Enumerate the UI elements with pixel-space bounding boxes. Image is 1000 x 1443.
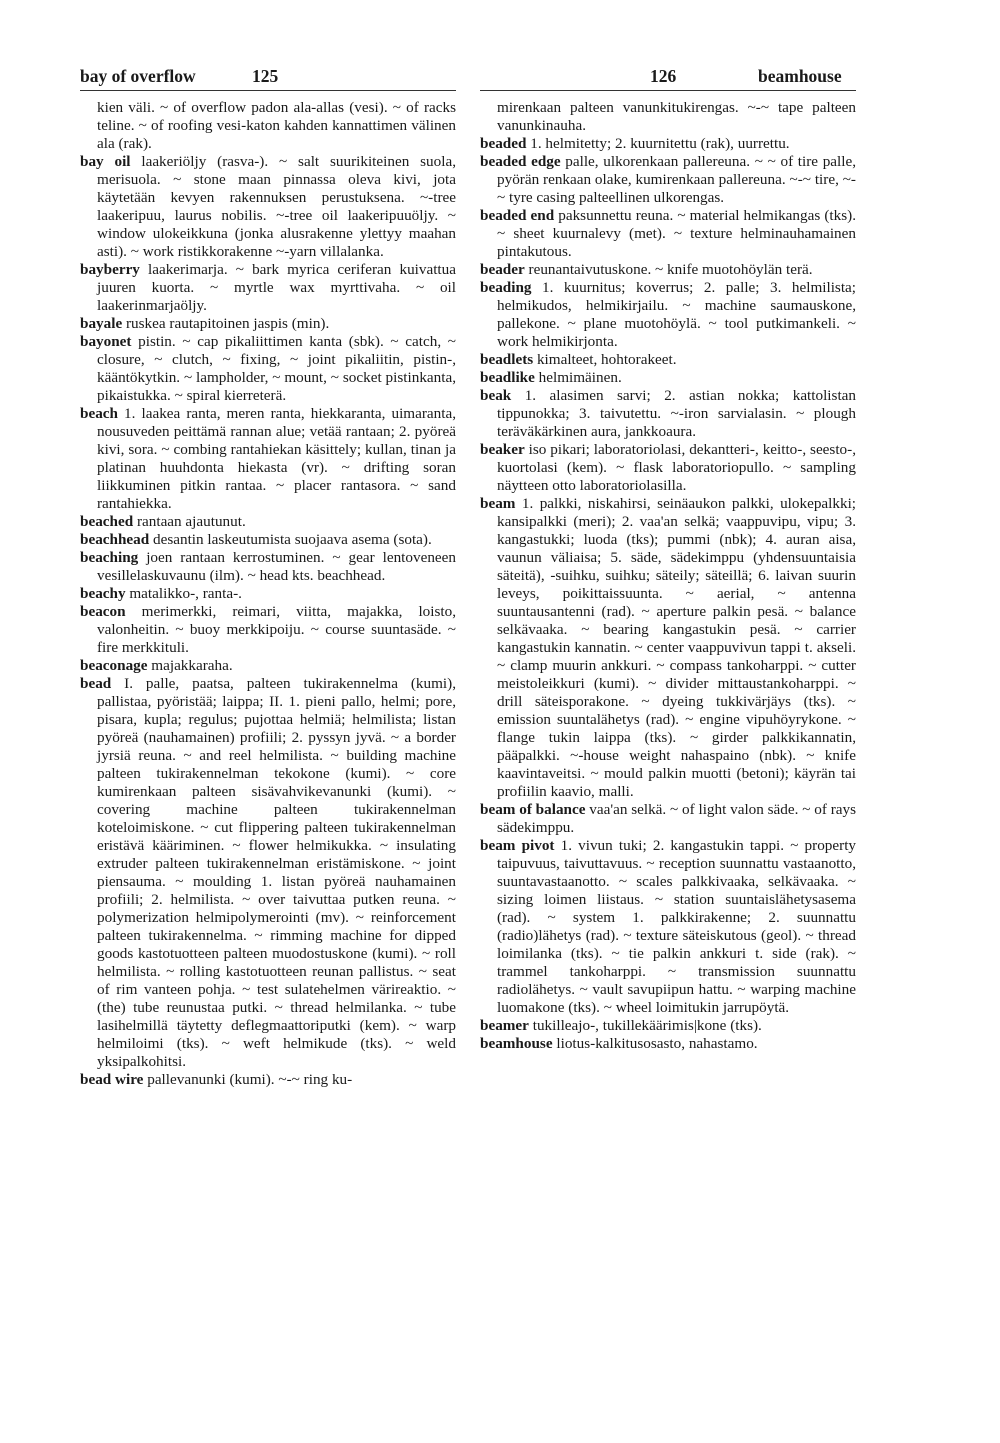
entry-definition: pallevanunki (kumi). ~-~ ring ku-	[147, 1071, 353, 1088]
entry-headword: beacon	[80, 603, 126, 620]
entry-definition: 1. vivun tuki; 2. kangastukin tappi. ~ property taipuvuus, taivuttavuus. ~ reception suunnattu vastaanotto, suuntavastaanotto. ~ scales palkkivaaka, selkävaaka. ~ sizing loimen liistaus. ~ station suuntaislähetysasema (rad). ~ system 1. palkkirakenne; 2. suunnattu (radio)lähetys (rad). ~ texture säteiskutous (geol). ~ thread loimilanka (tks). ~ tie palkin ankkuri t. side (rak). ~ trammel tankoharppi. ~ transmission suunnattu radiolähetys. ~ vault savupiipun hattu. ~ warping machine luomakone (tks). ~ wheel loimitukin jarrupöytä.	[497, 837, 857, 1016]
entry-definition: vaa'an selkä. ~ of light valon säde. ~ of rays sädekimppu.	[497, 801, 856, 836]
dictionary-entry	[80, 315, 456, 333]
dictionary-entry	[480, 495, 856, 801]
entry-headword: beach	[80, 405, 118, 422]
right-header-rule	[480, 90, 856, 91]
entry-definition: rantaan ajautunut.	[136, 513, 246, 530]
entry-headword: beak	[480, 387, 512, 404]
dictionary-entry	[80, 657, 456, 675]
entry-definition: 1. palkki, niskahirsi, seinäaukon palkki, ulokepalkki; kansipalkki (meri); 2. vaa'an selkä; vaappuvipu, vipu; 3. kangastukki; luoda (tks); pummi (nbk); 4. auran aisa, vaunun väliaisa; 5. säde, sädekimppu (yhdensuuntaisia säteitä), -suihku, suihku; säteily; säteillä; 6. laivan suurin leveys, poikittaissuunta. ~ aerial, ~ antenna suuntausantenni (rad). ~ aperture palkin pesä. ~ balance selkävaaka. ~ bearing kangastukin pesä. ~ carrier kangastukin kannatin. ~ center vaappuvivun tappi t. akseli. ~ clamp muurin ankkuri. ~ compass tankoharppi. ~ cutter meistoleikkuri (kumi). ~ divider mittaustankoharppi. ~ drill säteisporakone. ~ dyeing tukkivärjäys (tks). ~ emission suuntalähetys (rad). ~ engine vipuhöyrykone. ~ flange tukin laippa (tks). ~ girder palkkikannatin, pääpalkki. ~-house weight nahaspaino (nbk). ~ knife kaavintaveitsi. ~ mould palkin muotti (betoni); käyrän tai profiilin kaavio, malli.	[497, 495, 857, 800]
dictionary-entry	[480, 135, 856, 153]
entry-definition: mirenkaan palteen vanunkitukirengas. ~-~ tape palteen vanunkinauha.	[497, 99, 856, 134]
entry-headword: beaded	[480, 135, 527, 152]
dictionary-entry	[480, 99, 856, 135]
dictionary-entry	[480, 207, 856, 261]
right-column	[480, 99, 856, 1053]
dictionary-entry	[480, 351, 856, 369]
entry-headword: beadlike	[480, 369, 535, 386]
entry-definition: matalikko-, ranta-.	[129, 585, 242, 602]
entry-definition: 1. kuurnitus; koverrus; 2. palle; 3. helmilista; helmikudos, helmikirjailu. ~ machine saumauskone, pallekone. ~ plane muotohöylä. ~ tool putkimankeli. ~ work helmikirjonta.	[497, 279, 857, 350]
dictionary-entry	[480, 1017, 856, 1035]
entry-headword: beam pivot	[480, 837, 555, 854]
entry-headword: beamer	[480, 1017, 529, 1034]
dictionary-entry	[480, 1035, 856, 1053]
entry-headword: bayale	[80, 315, 123, 332]
entry-definition: paksunnettu reuna. ~ material helmikangas (tks). ~ sheet kuurnalevy (met). ~ texture helminauhamainen pintakutous.	[497, 207, 856, 260]
dictionary-entry	[80, 585, 456, 603]
right-page-number: 126	[650, 66, 677, 86]
dictionary-entry	[80, 513, 456, 531]
entry-headword: beadlets	[480, 351, 534, 368]
entry-headword: beading	[480, 279, 532, 296]
entry-headword: bay oil	[80, 153, 131, 170]
entry-headword: beachhead	[80, 531, 150, 548]
entry-definition: pistin. ~ cap pikaliittimen kanta (sbk). ~ catch, ~ closure, ~ clutch, ~ fixing, ~ joint pikaliitin, pistin-, kääntökytkin. ~ lampholder, ~ mount, ~ socket pistinkanta, pikaistukka. ~ spiral kierreterä.	[97, 333, 457, 404]
dictionary-entry	[480, 837, 856, 1017]
dictionary-entry	[480, 153, 856, 207]
entry-definition: 1. laakea ranta, meren ranta, hiekkaranta, uimaranta, nousuveden peittämä rannan alue; vetää rantaan; 2. pyöreä kivi, sora. ~ combing rantahiekan käsittely; kullan, tinan ja platinan huuhdonta hiekasta (vr). ~ drifting soran liikkuminen pitkin rantaa. ~ placer rantasora. ~ sand rantahiekka.	[97, 405, 456, 512]
dictionary-entry	[480, 801, 856, 837]
entry-definition: laakeriöljy (rasva-). ~ salt suurikiteinen suola, merisuola. ~ stone maan pinnassa oleva kivi, jota käytetään kevyen rakennuksen perustuksena. ~-tree laakeripuu, laurus nobilis. ~-tree oil laakeripuuöljy. ~ window ulokeikkuna (jonka alusrakenne ylettyy maahan asti). ~ work ristikkorakenne ~-yarn villalanka.	[97, 153, 456, 260]
entry-definition: liotus-kalkitusosasto, nahastamo.	[556, 1035, 758, 1052]
left-page-number: 125	[252, 66, 279, 86]
entry-definition: reunantaivutuskone. ~ knife muotohöylän terä.	[528, 261, 813, 278]
entry-headword: bead	[80, 675, 112, 692]
dictionary-entry	[80, 153, 456, 261]
entry-definition: iso pikari; laboratoriolasi, dekantteri-, keitto-, seesto-, kuortolasi (kem). ~ flask laboratoriopullo. ~ sampling näytteen otto laboratoriolasilla.	[497, 441, 857, 494]
entry-definition: tukilleajo-, tukillekäärimis|kone (tks).	[532, 1017, 762, 1034]
left-column	[80, 99, 456, 1089]
entry-headword: beader	[480, 261, 525, 278]
dictionary-entry	[80, 675, 456, 1071]
entry-definition: laakerimarja. ~ bark myrica ceriferan kuivattua juuren kuorta. ~ myrtle wax myrttivaha. ~ oil laakerinmarjaöljy.	[97, 261, 456, 314]
entry-headword: bayberry	[80, 261, 140, 278]
entry-definition: majakkaraha.	[151, 657, 233, 674]
left-running-headword: bay of overflow	[80, 66, 196, 86]
entry-headword: beamhouse	[480, 1035, 553, 1052]
entry-headword: beaker	[480, 441, 525, 458]
dictionary-entry	[80, 261, 456, 315]
dictionary-entry	[480, 369, 856, 387]
entry-definition: desantin laskeutumista suojaava asema (sota).	[153, 531, 432, 548]
entry-headword: beached	[80, 513, 134, 530]
entry-headword: beaching	[80, 549, 139, 566]
entry-headword: beaconage	[80, 657, 148, 674]
dictionary-entry	[80, 603, 456, 657]
entry-definition: helmimäinen.	[538, 369, 622, 386]
entry-headword: beam	[480, 495, 516, 512]
entry-headword: bayonet	[80, 333, 132, 350]
dictionary-entry	[80, 99, 456, 153]
entry-definition: kimalteet, hohtorakeet.	[536, 351, 677, 368]
dictionary-entry	[480, 261, 856, 279]
entry-definition: merimerkki, reimari, viitta, majakka, loisto, valonheitin. ~ buoy merkkipoiju. ~ course suuntasäde. ~ fire merkkituli.	[97, 603, 457, 656]
entry-definition: 1. alasimen sarvi; 2. astian nokka; kattolistan tippunokka; 3. taivutettu. ~-iron sarvialasin. ~ plough teräväkärkinen aura, jankkoaura.	[497, 387, 856, 440]
entry-headword: beachy	[80, 585, 126, 602]
dictionary-entry	[80, 333, 456, 405]
entry-headword: beaded edge	[480, 153, 561, 170]
entry-headword: bead wire	[80, 1071, 144, 1088]
dictionary-entry	[80, 531, 456, 549]
entry-definition: I. palle, paatsa, palteen tukirakennelma (kumi), pallistaa, pyöristää; laippa; II. 1. pieni pallo, helmi; pore, pisara, kupla; regulus; pujottaa helmiä; helmilista; listan pyöreä (nauhamainen) profiili; 2. pyssyn jyvä. ~ a border jyrsiä reuna. ~ and reel helmilista. ~ building machine palteen tukirakennelman tekokone (kumi). ~ core kumirenkaan palteen sisävahvikevanunki (kumi). ~ covering machine palteen tukirakennelman koteloimiskone. ~ cut flippering palteen tukirakennelman eristävä kääriminen. ~ flower helmikukka. ~ insulating extruder palteen tukirakennelman eristämiskone. ~ joint piensauma. ~ moulding 1. listan pyöreä nauhamainen profiili; 2. helmilista. ~ over taivuttaa putken reuna. ~ polymerization helmipolymerointi (mv). ~ reinforcement palteen tukirakennelma. ~ rimming machine for dipped goods kastotuotteen palteen muodostuskone (kumi). ~ roll helmilista. ~ rolling kastotuotteen reunan pallistus. ~ seat of rim vanteen pohja. ~ test sulatehelmen värireaktio. ~ (the) tube reunustaa putki. ~ thread helmilanka. ~ tube lasihelmillä täytetty deflegmaattoriputki (kem). ~ warp helmiloimi (tks). ~ weft helmikude (tks). ~ weld yksipalkohitsi.	[97, 675, 456, 1070]
dictionary-entry	[480, 441, 856, 495]
entry-headword: beam of balance	[480, 801, 586, 818]
entry-definition: 1. helmitetty; 2. kuurnitettu (rak), uurrettu.	[530, 135, 790, 152]
dictionary-entry	[80, 549, 456, 585]
entry-definition: kien väli. ~ of overflow padon ala-allas (vesi). ~ of racks teline. ~ of roofing vesi-katon kahden kannattimen välinen ala (rak).	[97, 99, 456, 152]
right-running-headword: beamhouse	[758, 66, 842, 86]
dictionary-entry	[80, 1071, 456, 1089]
entry-definition: ruskea rautapitoinen jaspis (min).	[126, 315, 330, 332]
dictionary-entry	[80, 405, 456, 513]
dictionary-entry	[480, 279, 856, 351]
entry-headword: beaded end	[480, 207, 555, 224]
entry-definition: joen rantaan kerrostuminen. ~ gear lentoveneen vesillelaskuvaunu (ilm). ~ head kts. beachhead.	[97, 549, 456, 584]
dictionary-entry	[480, 387, 856, 441]
entry-definition: palle, ulkorenkaan pallereuna. ~ ~ of tire palle, pyörän renkaan olake, kumirenkaan pallereuna. ~-~ tire, ~-~ tyre casing palteellinen ulkorengas.	[497, 153, 857, 206]
left-header-rule	[80, 90, 456, 91]
